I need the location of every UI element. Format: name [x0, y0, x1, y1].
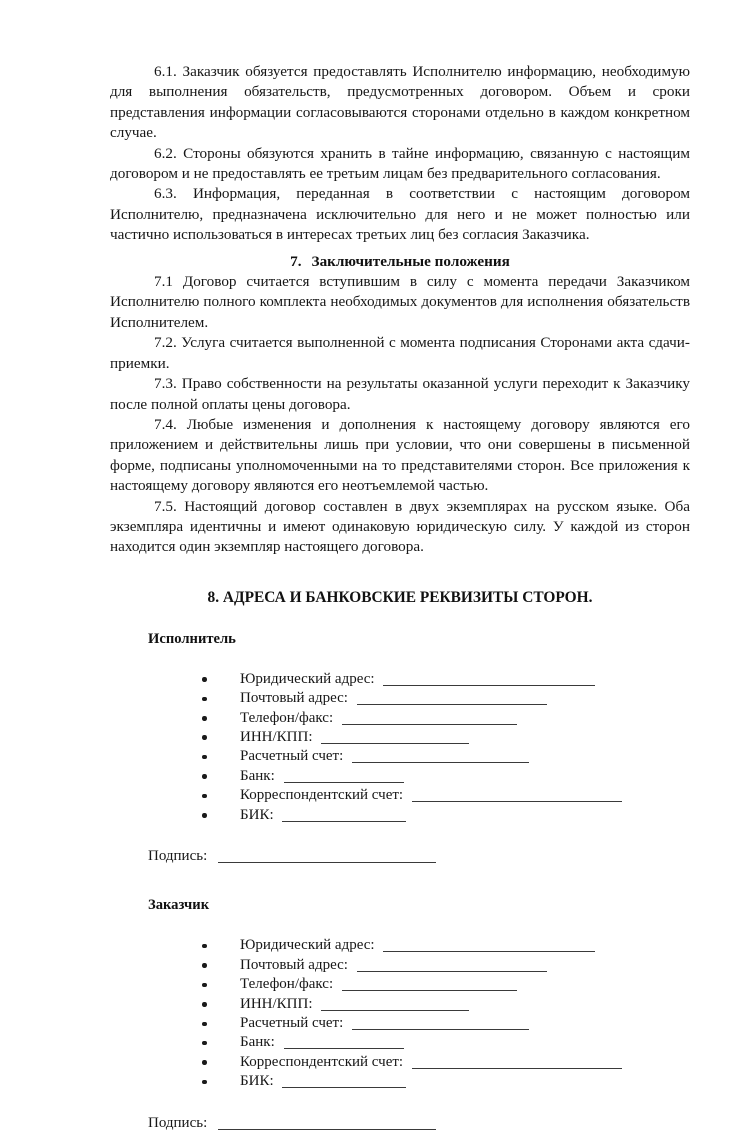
field-input-line[interactable]: [383, 674, 595, 686]
list-item: [110, 689, 690, 708]
list-item: [110, 995, 690, 1014]
bullet-icon: [202, 755, 207, 760]
spacer-contractor-list: [110, 648, 690, 670]
section-7-number: 7.: [290, 252, 302, 270]
paragraph-6-2: 6.2. Стороны обязуются хранить в тайне информацию, связанную с настоящим договором и не предоставлять ее третьим лицам без предварительного согласования.: [110, 144, 690, 183]
spacer-before-section-8: [110, 558, 690, 588]
bullet-icon: [202, 1080, 207, 1085]
signature-label: Подпись:: [148, 848, 208, 864]
signature-input-line[interactable]: [218, 1118, 436, 1130]
requisites-list-contractor: [110, 670, 690, 825]
field-label: Корреспондентский счет:: [240, 787, 404, 804]
bullet-icon: [202, 677, 207, 682]
list-item: [110, 767, 690, 786]
field-label: Банк:: [240, 767, 275, 784]
field-input-line[interactable]: [357, 693, 547, 705]
field-input-line[interactable]: [342, 713, 517, 725]
paragraph-7-3: 7.3. Право собственности на результаты оказанной услуги переходит к Заказчику после полной оплаты цены договора.: [110, 375, 690, 413]
paragraph-7-2: 7.2. Услуга считается выполненной с момента подписания Сторонами акта сдачи-приемки.: [110, 334, 690, 372]
list-item: [110, 1053, 690, 1072]
bullet-icon: [202, 813, 207, 818]
list-item: [110, 936, 690, 955]
section-7-heading: [110, 252, 690, 272]
field-label: Юридический адрес:: [240, 670, 375, 687]
field-label: Юридический адрес:: [240, 937, 375, 954]
spacer-contractor-signature: [110, 825, 690, 847]
field-input-line[interactable]: [282, 810, 406, 822]
field-label: Банк:: [240, 1034, 275, 1051]
bullet-icon: [202, 963, 207, 968]
field-input-line[interactable]: [383, 940, 595, 952]
page-content: [110, 62, 690, 1133]
bullet-icon: [202, 983, 207, 988]
list-item: [110, 956, 690, 975]
list-item: [110, 670, 690, 689]
requisites-list-customer: [110, 936, 690, 1091]
paragraph-6-3: 6.3. Информация, переданная в соответствии с настоящим договором Исполнителю, предназначена исключительно для него и не может полностью или частично использоваться в интересах третьих лиц без согласия Заказчика.: [110, 185, 690, 244]
paragraph-6-1: 6.1. Заказчик обязуется предоставлять Исполнителю информацию, необходимую для выполнения обязательств, предусмотренных договором. Объем и сроки представления информации согласовываются сторонами отдельно в каждом конкретном случае.: [110, 63, 690, 142]
field-label: Телефон/факс:: [240, 976, 334, 993]
field-label: Почтовый адрес:: [240, 956, 348, 973]
paragraph-7-5: 7.5. Настоящий договор составлен в двух экземплярах на русском языке. Оба экземпляра идентичны и имеют одинаковую юридическую силу. У каждой из сторон находится один экземпляр настоящего договора.: [110, 497, 690, 556]
field-label: Корреспондентский счет:: [240, 1053, 404, 1070]
field-label: ИНН/КПП:: [240, 728, 313, 745]
bullet-icon: [202, 697, 207, 702]
signature-row-contractor: [148, 847, 690, 866]
field-label: Почтовый адрес:: [240, 690, 348, 707]
signature-row-customer: [148, 1114, 690, 1133]
field-label: Расчетный счет:: [240, 1015, 344, 1032]
list-item: [110, 975, 690, 994]
party-block-contractor: [110, 630, 690, 867]
bullet-icon: [202, 944, 207, 949]
field-input-line[interactable]: [321, 999, 469, 1011]
field-input-line[interactable]: [342, 979, 517, 991]
party-title-customer: Заказчик: [148, 897, 210, 914]
bullet-icon: [202, 1041, 207, 1046]
bullet-icon: [202, 1002, 207, 1007]
signature-input-line[interactable]: [218, 851, 436, 863]
list-item: [110, 1072, 690, 1091]
field-label: Расчетный счет:: [240, 748, 344, 765]
paragraph-7-1: 7.1 Договор считается вступившим в силу с момента передачи Заказчиком Исполнителю полного комплекта необходимых документов для исполнения обязательств Исполнителем.: [110, 273, 690, 331]
spacer-after-section-8-heading: [110, 608, 690, 630]
bullet-icon: [202, 716, 207, 721]
list-item: [110, 786, 690, 805]
bullet-icon: [202, 774, 207, 779]
spacer-customer-list: [110, 914, 690, 936]
list-item: [110, 806, 690, 825]
field-label: БИК:: [240, 806, 274, 823]
bullet-icon: [202, 1060, 207, 1065]
bullet-icon: [202, 1022, 207, 1027]
spacer-customer-signature: [110, 1092, 690, 1114]
field-input-line[interactable]: [412, 790, 622, 802]
section-7-title: Заключительные положения: [311, 252, 510, 270]
field-input-line[interactable]: [284, 1037, 404, 1049]
field-input-line[interactable]: [352, 1018, 529, 1030]
list-item: [110, 747, 690, 766]
field-input-line[interactable]: [357, 960, 547, 972]
list-item: [110, 709, 690, 728]
party-title-contractor: Исполнитель: [148, 630, 236, 647]
field-label: ИНН/КПП:: [240, 995, 313, 1012]
field-label: БИК:: [240, 1073, 274, 1090]
list-item: [110, 1014, 690, 1033]
field-input-line[interactable]: [412, 1057, 622, 1069]
signature-label: Подпись:: [148, 1114, 208, 1131]
section-8-heading: 8. АДРЕСА И БАНКОВСКИЕ РЕКВИЗИТЫ СТОРОН.: [207, 588, 593, 606]
party-block-customer: [110, 896, 690, 1133]
field-input-line[interactable]: [282, 1076, 406, 1088]
paragraph-7-4: 7.4. Любые изменения и дополнения к настоящему договору являются его приложением и действительны лишь при условии, что они совершены в письменной форме, подписаны уполномоченными на то представителями сторон. Все приложения к настоящему договору являются его неотъемлемой частью.: [110, 415, 690, 495]
field-input-line[interactable]: [284, 771, 404, 783]
list-item: [110, 728, 690, 747]
field-label: Телефон/факс:: [240, 709, 334, 726]
bullet-icon: [202, 735, 207, 740]
field-input-line[interactable]: [352, 751, 529, 763]
field-input-line[interactable]: [321, 732, 469, 744]
spacer-between-parties: [110, 866, 690, 896]
list-item: [110, 1033, 690, 1052]
bullet-icon: [202, 794, 207, 799]
